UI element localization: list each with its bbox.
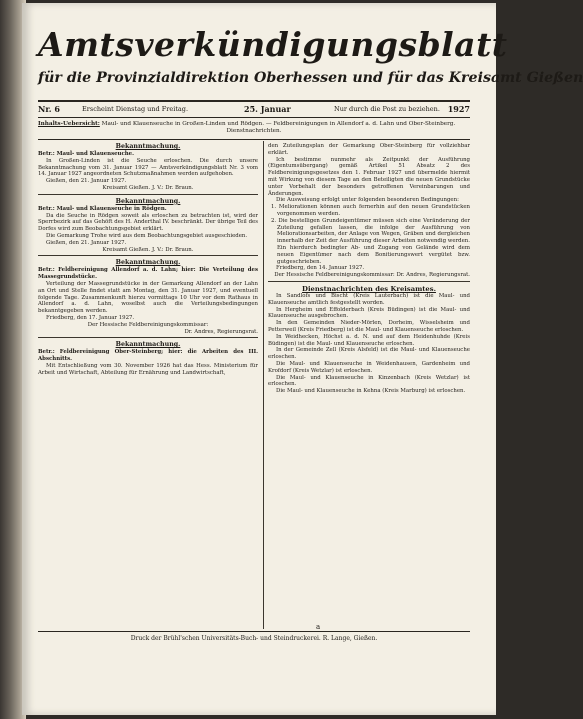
masthead-rule <box>38 100 470 102</box>
notice-4-conditions-intro: Die Ausweisung erfolgt unter folgenden besonderen Bedingungen: <box>276 197 459 204</box>
news-item-1: In Sandlofs und Bischt (Kreis Lauterbach) ist die Maul- und Klauenseuche amtlich festgestellt worden. <box>268 292 470 306</box>
news-item-4: In Weidhecken, Höchst a. d. N. und auf dem Heidenhuhde (Kreis Büdingen) ist die Maul- und Klauenseuche erloschen. <box>268 333 470 347</box>
notice-2-signature: Kreisamt Gießen. J. V.: Dr. Braun. <box>102 246 194 253</box>
notice-1-heading: Bekanntmachung. <box>115 143 181 150</box>
notice-2-body: Da die Seuche in Rödgen soweit als erloschen zu betrachten ist, wird der Sperrbezirk auf das Gehöft des H. Anderthal IV. beschränkt. Der übrige Teil des Dorfes wird zum Beobachtungsgebiet erklärt. <box>38 212 258 233</box>
infobar-rule <box>38 117 470 118</box>
notice-divider <box>38 255 258 256</box>
notice-4-body: Mit Entschließung vom 30. November 1926 hat das Hess. Ministerium für Arbeit und Wirtschaft, Abteilung für Ernährung und Landwirtschaft, <box>38 362 258 376</box>
contents-label: Inhalts-Uebersicht: <box>38 121 100 127</box>
notice-4-heading: Bekanntmachung. <box>115 341 181 349</box>
notice-divider <box>38 194 258 195</box>
issue-date: 25. Januar <box>244 104 291 114</box>
contents-rule <box>38 139 470 140</box>
masthead-subtitle: für die Provinzialdirektion Oberhessen und für das Kreisamt Gießen <box>38 70 583 86</box>
news-item-6: Die Maul- und Klauenseuche in Weidenhausen, Gardenheim und Krofdorf (Kreis Wetzlar) ist erloschen. <box>268 360 470 374</box>
notice-1-subject: Betr.: Maul- und Klauenseuche. <box>38 151 134 157</box>
notice-2-body-2: Die Gemarkung Trohe wird aus dem Beobachtungsgebiet ausgeschieden. <box>46 232 248 239</box>
column-separator <box>263 141 264 629</box>
notice-4-condition-2: 2. Die bestelligen Grundeigentümer müssen sich eine Veränderung der Zuteilung gefallen lassen, die infolge der Ausführung von Meliorationsarbeiten, der Anlage von Wegen, Gräben und dergleichen innerhalb der Zeit der Ausführung dieser Arbeiten notwendig werden. Ein hierdurch bedingter Ab- und Zugang von Gelände wird dem neuen Eigentümer nach dem Bonitierungswert vergütet bzw. gutgeschrieben. <box>271 217 470 265</box>
notice-2-place-date: Gießen, den 21. Januar 1927. <box>46 239 127 246</box>
notice-4-subject: Betr.: Feldbereinigung Ober-Steinberg; hier: die Arbeiten des III. Abschnitts. <box>38 349 258 363</box>
notice-2-subject: Betr.: Maul- und Klauenseuche in Rödgen. <box>38 205 167 212</box>
issue-info-bar <box>38 103 470 115</box>
table-of-contents <box>38 121 470 135</box>
masthead-title: Amtsverkündigungsblatt <box>38 25 508 64</box>
section-divider <box>268 281 470 282</box>
notice-1-signature: Kreisamt Gießen. J. V.: Dr. Braun. <box>102 184 194 191</box>
news-item-8: Die Maul- und Klauenseuche in Kehna (Kreis Marburg) ist erloschen. <box>276 388 466 395</box>
notice-1-body: In Großen-Linden ist die Seuche erloschen. Die durch unsere Bekanntmachung vom 31. Januar 1927 — Amtsverkündigungsblatt Nr. 3 vom 14. Januar 1927 angeordneten Schutzmaßnahmen werden aufgehoben. <box>38 157 258 178</box>
notice-1-place-date: Gießen, den 21. Januar 1927. <box>46 178 127 185</box>
issue-year: 1927 <box>447 104 470 114</box>
issue-number: Nr. 6 <box>38 104 60 114</box>
notice-4-place-date: Friedberg, den 14. Januar 1927. <box>276 265 365 272</box>
notice-3-signature-name: Dr. Andres, Regierungsrat. <box>184 328 258 335</box>
notice-4-condition-1: 1. Meliorationen können auch fernerhin auf den neuen Grundstücken vorgenommen werden. <box>271 204 470 217</box>
page-mark: a <box>316 623 321 631</box>
printer-imprint: Druck der Brühl'schen Universitäts-Buch- und Steindruckerei. R. Lange, Gießen. <box>130 635 378 642</box>
publication-frequency: Erscheint Dienstag und Freitag. <box>82 105 189 113</box>
news-item-7: Die Maul- und Klauenseuche in Kinzenbach (Kreis Wetzlar) ist erloschen. <box>268 374 470 388</box>
notice-4-continuation: den Zuteilungsplan der Gemarkung Ober-Steinberg für vollziehbar erklärt. <box>268 143 470 156</box>
notice-2-heading: Bekanntmachung. <box>115 197 181 205</box>
news-heading: Dienstnachrichten des Kreisamtes. <box>302 284 436 293</box>
newspaper-page <box>22 3 583 715</box>
notice-4-signature: Der Hessische Feldbereinigungskommissar: Dr. Andres, Regierungsrat. <box>274 272 470 279</box>
postal-note: Nur durch die Post zu beziehen. <box>334 105 440 113</box>
right-column <box>268 143 470 395</box>
contents-tail: Dienstnachrichten. <box>226 128 282 134</box>
notice-divider <box>38 337 258 338</box>
footer-rule <box>38 631 470 632</box>
news-item-2: In Hergheim und Effolderbach (Kreis Büdingen) ist die Maul- und Klauenseuche ausgebrochen. <box>268 306 470 320</box>
masthead <box>38 25 583 87</box>
notice-3-signature-title: Der Hessische Feldbereinigungskommissar: <box>87 321 209 328</box>
notice-3-place-date: Friedberg, den 17. Januar 1927. <box>46 314 135 321</box>
news-item-3: In den Gemeinden Nieder-Mörlen, Dorheim, Wisselsheim und Petterweil (Kreis Friedberg) ist die Maul- und Klauenseuche erloschen. <box>268 320 470 333</box>
notice-3-body: Verteilung der Massegrundstücke in der Gemarkung Allendorf an der Lahn an Ort und Stelle findet statt am Montag, den 31. Januar 1927, und eventuell folgende Tage. Zusammenkunft hierzu vormittags 10 Uhr vor dem Rathaus in Allendorf a. d. Lahn, woselbst auch die Verteilungsbedingungen bekanntgegeben werden. <box>38 280 258 315</box>
contents-text: Maul- und Klauenseuche in Großen-Linden und Rödgen. — Feldbereinigungen in Allendorf a. d. Lahn und Ober-Steinberg. <box>101 121 456 127</box>
notice-3-subject: Betr.: Feldbereinigung Allendorf a. d. Lahn; hier: Die Verteilung des Massegrundstücke. <box>38 267 258 281</box>
news-item-5: In der Gemeinde Zell (Kreis Alsfeld) ist die Maul- und Klauenseuche erloschen. <box>268 347 470 361</box>
notice-4-execution: Ich bestimme nunmehr als Zeitpunkt der Ausführung (Eigentumsübergang) gemäß Artikel 51 Absatz 2 des Feldbereinigungsgesetzes den 1. Februar 1927 und übermelde hiermit mit Wirkung von diesem Tage an den Beteiligten die neuen Grundstücke unter Vorbehalt der besonders getroffenen Vereinbarungen und Änderungen. <box>268 156 470 197</box>
left-column <box>38 143 258 377</box>
notice-3-heading: Bekanntmachung. <box>115 259 181 267</box>
